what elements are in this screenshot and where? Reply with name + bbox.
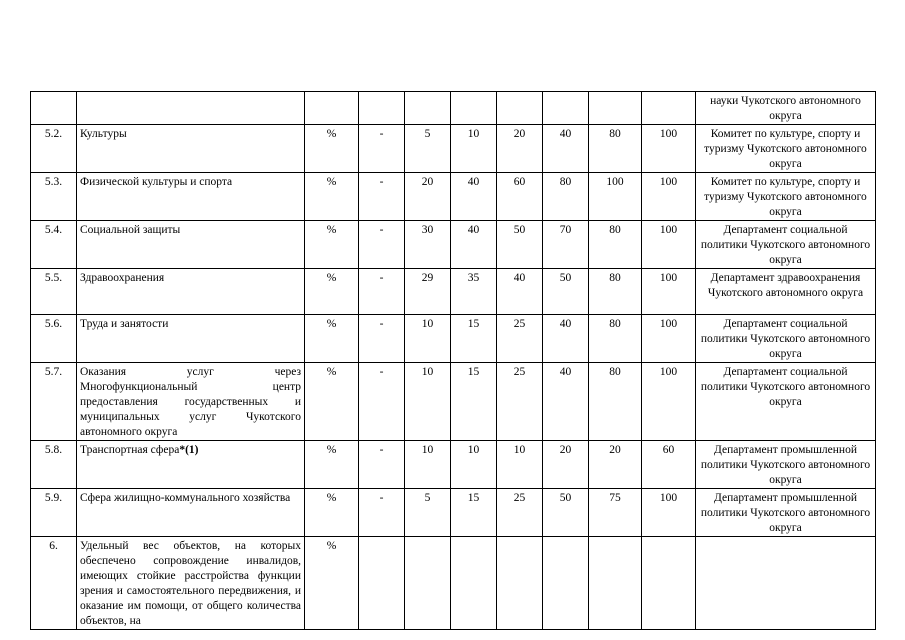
value-cell xyxy=(451,537,497,630)
value-cell xyxy=(405,92,451,125)
value-cell: 70 xyxy=(543,221,589,269)
value-cell: 80 xyxy=(589,363,642,441)
indicator-name-cell: Сфера жилищно-коммунального хозяйства xyxy=(77,489,305,537)
value-cell xyxy=(497,92,543,125)
value-cell xyxy=(589,537,642,630)
value-cell: 10 xyxy=(405,363,451,441)
table-row xyxy=(31,489,876,537)
value-cell: 25 xyxy=(497,489,543,537)
indicator-table xyxy=(30,91,876,630)
row-number-cell: 5.8. xyxy=(31,441,77,489)
base-value-cell: - xyxy=(359,269,405,315)
indicator-name-text: Транспортная сфера xyxy=(80,444,180,456)
indicator-name-cell: Здравоохранения xyxy=(77,269,305,315)
unit-cell: % xyxy=(305,269,359,315)
unit-cell: % xyxy=(305,221,359,269)
indicator-name-cell: Культуры xyxy=(77,125,305,173)
indicator-name-cell: Удельный вес объектов, на которых обеспечено сопровождение инвалидов, имеющих стойкие расстройства функции зрения и самостоятельного передвижения, и оказание им помощи, от общего количества объектов, на xyxy=(77,537,305,630)
value-cell: 15 xyxy=(451,363,497,441)
base-value-cell: - xyxy=(359,125,405,173)
value-cell: 50 xyxy=(497,221,543,269)
value-cell: 100 xyxy=(642,363,696,441)
value-cell: 10 xyxy=(405,441,451,489)
unit-cell: % xyxy=(305,173,359,221)
indicator-name-cell xyxy=(77,441,305,489)
value-cell: 50 xyxy=(543,269,589,315)
row-number-cell xyxy=(31,92,77,125)
row-number-cell: 5.2. xyxy=(31,125,77,173)
value-cell: 25 xyxy=(497,363,543,441)
value-cell: 10 xyxy=(497,441,543,489)
value-cell xyxy=(589,92,642,125)
row-number-cell: 5.6. xyxy=(31,315,77,363)
responsible-cell: Комитет по культуре, спорту и туризму Чукотского автономного округа xyxy=(696,173,876,221)
unit-cell: % xyxy=(305,363,359,441)
row-number-cell: 5.4. xyxy=(31,221,77,269)
indicator-name-cell: Труда и занятости xyxy=(77,315,305,363)
row-number-cell: 5.5. xyxy=(31,269,77,315)
row-number-cell: 6. xyxy=(31,537,77,630)
value-cell: 20 xyxy=(543,441,589,489)
table-row xyxy=(31,441,876,489)
value-cell: 100 xyxy=(642,489,696,537)
value-cell: 80 xyxy=(543,173,589,221)
table-row xyxy=(31,537,876,630)
value-cell: 20 xyxy=(405,173,451,221)
value-cell: 35 xyxy=(451,269,497,315)
table-row xyxy=(31,363,876,441)
row-number-cell: 5.7. xyxy=(31,363,77,441)
indicator-name-cell: Социальной защиты xyxy=(77,221,305,269)
table-row xyxy=(31,315,876,363)
indicator-name-cell: Оказания услуг через Многофункциональный центр предоставления государственных и муниципальных услуг Чукотского автономного округа xyxy=(77,363,305,441)
value-cell: 80 xyxy=(589,269,642,315)
value-cell: 25 xyxy=(497,315,543,363)
value-cell: 40 xyxy=(543,315,589,363)
value-cell: 60 xyxy=(642,441,696,489)
value-cell: 20 xyxy=(589,441,642,489)
table-row xyxy=(31,221,876,269)
value-cell: 40 xyxy=(543,363,589,441)
unit-cell xyxy=(305,92,359,125)
value-cell xyxy=(497,537,543,630)
unit-cell: % xyxy=(305,537,359,630)
unit-cell: % xyxy=(305,489,359,537)
responsible-cell: Департамент социальной политики Чукотского автономного округа xyxy=(696,363,876,441)
responsible-cell: Комитет по культуре, спорту и туризму Чукотского автономного округа xyxy=(696,125,876,173)
value-cell: 60 xyxy=(497,173,543,221)
unit-cell: % xyxy=(305,125,359,173)
value-cell: 10 xyxy=(451,441,497,489)
value-cell xyxy=(405,537,451,630)
value-cell xyxy=(543,537,589,630)
responsible-cell: Департамент промышленной политики Чукотского автономного округа xyxy=(696,441,876,489)
value-cell: 100 xyxy=(642,269,696,315)
value-cell: 15 xyxy=(451,489,497,537)
value-cell: 100 xyxy=(642,125,696,173)
table-row xyxy=(31,269,876,315)
value-cell xyxy=(642,537,696,630)
value-cell xyxy=(543,92,589,125)
value-cell: 40 xyxy=(543,125,589,173)
value-cell xyxy=(642,92,696,125)
footnote-mark: *(1) xyxy=(179,444,199,456)
responsible-cell xyxy=(696,537,876,630)
value-cell: 50 xyxy=(543,489,589,537)
base-value-cell xyxy=(359,92,405,125)
value-cell: 30 xyxy=(405,221,451,269)
base-value-cell: - xyxy=(359,173,405,221)
value-cell: 100 xyxy=(642,315,696,363)
value-cell: 10 xyxy=(451,125,497,173)
value-cell: 100 xyxy=(589,173,642,221)
responsible-cell: Департамент здравоохранения Чукотского автономного округа xyxy=(696,269,876,315)
row-number-cell: 5.9. xyxy=(31,489,77,537)
value-cell: 75 xyxy=(589,489,642,537)
unit-cell: % xyxy=(305,441,359,489)
value-cell: 10 xyxy=(405,315,451,363)
value-cell: 80 xyxy=(589,221,642,269)
value-cell: 15 xyxy=(451,315,497,363)
value-cell: 5 xyxy=(405,125,451,173)
value-cell: 80 xyxy=(589,125,642,173)
base-value-cell: - xyxy=(359,489,405,537)
responsible-cell: Департамент социальной политики Чукотского автономного округа xyxy=(696,315,876,363)
base-value-cell: - xyxy=(359,315,405,363)
value-cell xyxy=(451,92,497,125)
responsible-cell: Департамент социальной политики Чукотского автономного округа xyxy=(696,221,876,269)
value-cell: 29 xyxy=(405,269,451,315)
indicator-name-cell xyxy=(77,92,305,125)
value-cell: 5 xyxy=(405,489,451,537)
table-row xyxy=(31,125,876,173)
responsible-cell: науки Чукотского автономного округа xyxy=(696,92,876,125)
table-row xyxy=(31,92,876,125)
base-value-cell xyxy=(359,537,405,630)
value-cell: 100 xyxy=(642,221,696,269)
base-value-cell: - xyxy=(359,221,405,269)
value-cell: 40 xyxy=(497,269,543,315)
table-row xyxy=(31,173,876,221)
value-cell: 40 xyxy=(451,221,497,269)
base-value-cell: - xyxy=(359,363,405,441)
row-number-cell: 5.3. xyxy=(31,173,77,221)
responsible-cell: Департамент промышленной политики Чукотского автономного округа xyxy=(696,489,876,537)
value-cell: 80 xyxy=(589,315,642,363)
unit-cell: % xyxy=(305,315,359,363)
indicator-name-cell: Физической культуры и спорта xyxy=(77,173,305,221)
base-value-cell: - xyxy=(359,441,405,489)
value-cell: 100 xyxy=(642,173,696,221)
value-cell: 20 xyxy=(497,125,543,173)
value-cell: 40 xyxy=(451,173,497,221)
